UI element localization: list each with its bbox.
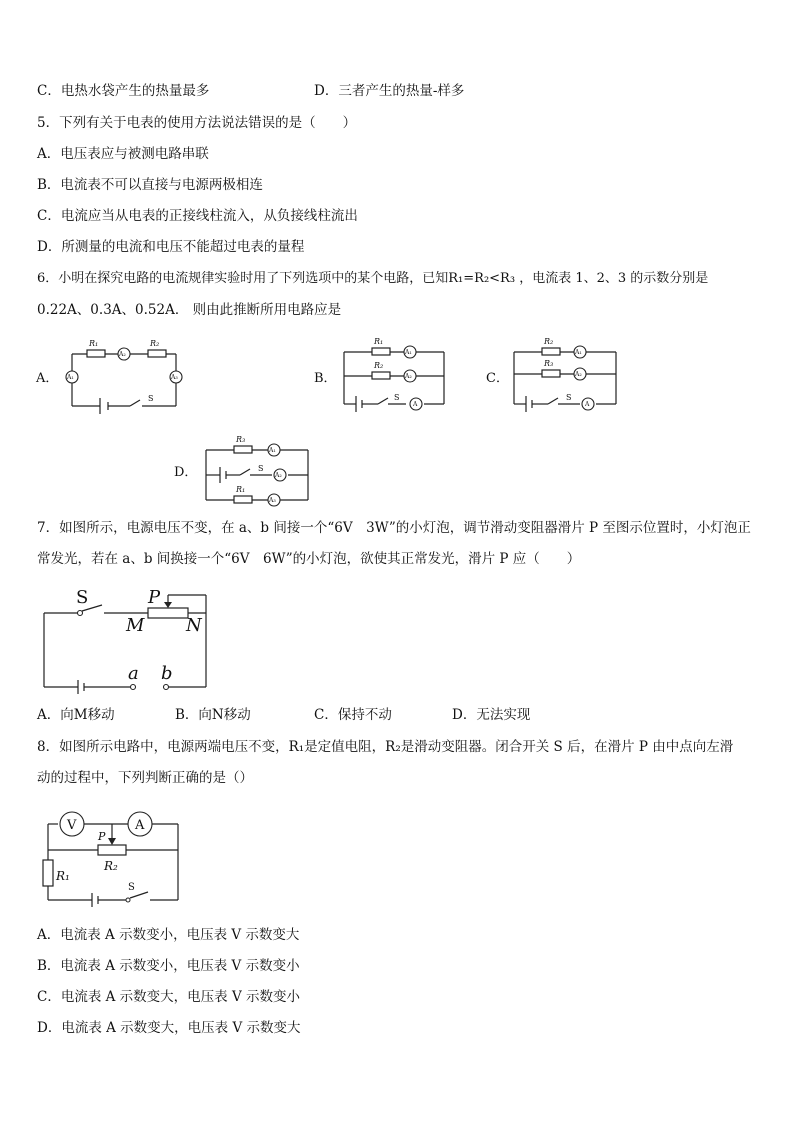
q8-p-label: P	[98, 830, 106, 843]
q7-stem-line1: 7．如图所示，电源电压不变，在 a、b 间接一个“6V 3W”的小灯泡，调节滑动变阻器滑片 P 至图示位置时，小灯泡正	[37, 520, 751, 536]
svg-text:R₂: R₂	[374, 361, 384, 370]
svg-text:A₃: A₃	[269, 497, 276, 504]
svg-text:R₃: R₃	[544, 359, 554, 368]
svg-text:A₂: A₂	[575, 371, 582, 378]
q5-stem: 5．下列有关于电表的使用方法说法错误的是（ ）	[37, 115, 357, 131]
q6-label-b: B．	[314, 371, 337, 386]
svg-text:S: S	[566, 393, 572, 402]
terminal-a	[131, 685, 136, 690]
resistor-r1	[87, 350, 105, 357]
q6-circuit-d	[170, 430, 330, 510]
q6-label-a: A．	[36, 371, 59, 386]
svg-text:S: S	[394, 393, 400, 402]
q4-option-c: C．电热水袋产生的热量最多	[37, 83, 210, 99]
switch-blade	[130, 400, 140, 406]
svg-text:R₃: R₃	[236, 435, 246, 444]
r1-label: R₁	[89, 339, 99, 348]
q7-switch-label: S	[76, 587, 89, 608]
resistor-r1	[43, 860, 53, 886]
q6-circuit-c	[480, 332, 630, 414]
switch-label: S	[148, 394, 154, 403]
q7-m-label: M	[126, 615, 145, 636]
q7-a-label: a	[128, 663, 139, 684]
q5-option-c: C．电流应当从电表的正接线柱流入，从负接线柱流出	[37, 208, 358, 224]
q6-label-c: C．	[486, 371, 509, 386]
q7-n-label: N	[186, 615, 202, 636]
resistor-r2	[148, 350, 166, 357]
q6-stem-line2: 0.22A、0.3A、0.52A． 则由此推断所用电路应是	[37, 302, 342, 318]
svg-text:R₁: R₁	[374, 337, 384, 346]
rheostat-r2	[98, 845, 126, 855]
q8-option-b: B．电流表 A 示数变小，电压表 V 示数变小	[37, 958, 300, 974]
q7-p-label: P	[148, 587, 161, 608]
svg-text:A₁: A₁	[575, 349, 582, 356]
svg-text:A₁: A₁	[405, 349, 412, 356]
q5-option-a: A．电压表应与被测电路串联	[37, 146, 209, 162]
q8-option-c: C．电流表 A 示数变大，电压表 V 示数变小	[37, 989, 300, 1005]
svg-text:R₁: R₁	[236, 485, 246, 494]
q5-option-d: D．所测量的电流和电压不能超过电表的量程	[37, 239, 305, 255]
r2-label: R₂	[150, 339, 160, 348]
q8-option-a: A．电流表 A 示数变小，电压表 V 示数变大	[37, 927, 300, 943]
svg-text:R₂: R₂	[544, 337, 554, 346]
q8-option-d: D．电流表 A 示数变大，电压表 V 示数变大	[37, 1020, 301, 1036]
q7-option-a: A．向M移动	[37, 707, 115, 723]
q7-option-d: D．无法实现	[452, 707, 531, 723]
q8-stem-line2: 动的过程中，下列判断正确的是（）	[37, 770, 253, 786]
svg-text:A₂: A₂	[119, 351, 126, 358]
svg-text:S: S	[258, 464, 264, 473]
svg-text:A₁: A₁	[269, 447, 276, 454]
svg-text:A: A	[585, 401, 590, 408]
q8-r1-label: R₁	[56, 869, 70, 883]
ammeter-label: A	[135, 818, 145, 833]
svg-text:A₂: A₂	[275, 472, 282, 479]
slider-arrow	[164, 602, 172, 608]
q8-r2-label: R₂	[104, 859, 118, 873]
q6-circuit-b	[308, 332, 458, 414]
svg-text:A₂: A₂	[405, 373, 412, 380]
q7-option-c: C．保持不动	[314, 707, 392, 723]
q8-circuit	[36, 802, 186, 912]
svg-text:A₁: A₁	[67, 374, 74, 381]
rheostat	[148, 608, 188, 618]
q7-b-label: b	[161, 663, 173, 684]
terminal-b	[164, 685, 169, 690]
q8-s-label: S	[128, 882, 135, 893]
q7-option-b: B．向N移动	[175, 707, 251, 723]
q6-stem-line1: 6．小明在探究电路的电流规律实验时用了下列选项中的某个电路，已知R₁=R₂<R₃ ，电流表 1、2、3 的示数分别是	[37, 271, 709, 286]
voltmeter-label: V	[67, 818, 77, 833]
q6-circuit-a	[30, 332, 200, 414]
q4-option-d: D．三者产生的热量-样多	[314, 83, 465, 99]
slider-arrow	[108, 838, 116, 845]
q5-option-b: B．电流表不可以直接与电源两极相连	[37, 177, 263, 193]
svg-text:A₃: A₃	[171, 374, 178, 381]
svg-text:A: A	[413, 401, 418, 408]
q6-label-d: D．	[174, 465, 198, 480]
q8-stem-line1: 8．如图所示电路中，电源两端电压不变，R₁是定值电阻，R₂是滑动变阻器。闭合开关 S 后，在滑片 P 由中点向左滑	[37, 739, 734, 755]
q7-circuit	[40, 585, 220, 695]
q7-stem-line2: 常发光，若在 a、b 间换接一个“6V 6W”的小灯泡，欲使其正常发光，滑片 P 应（ ）	[37, 551, 581, 567]
